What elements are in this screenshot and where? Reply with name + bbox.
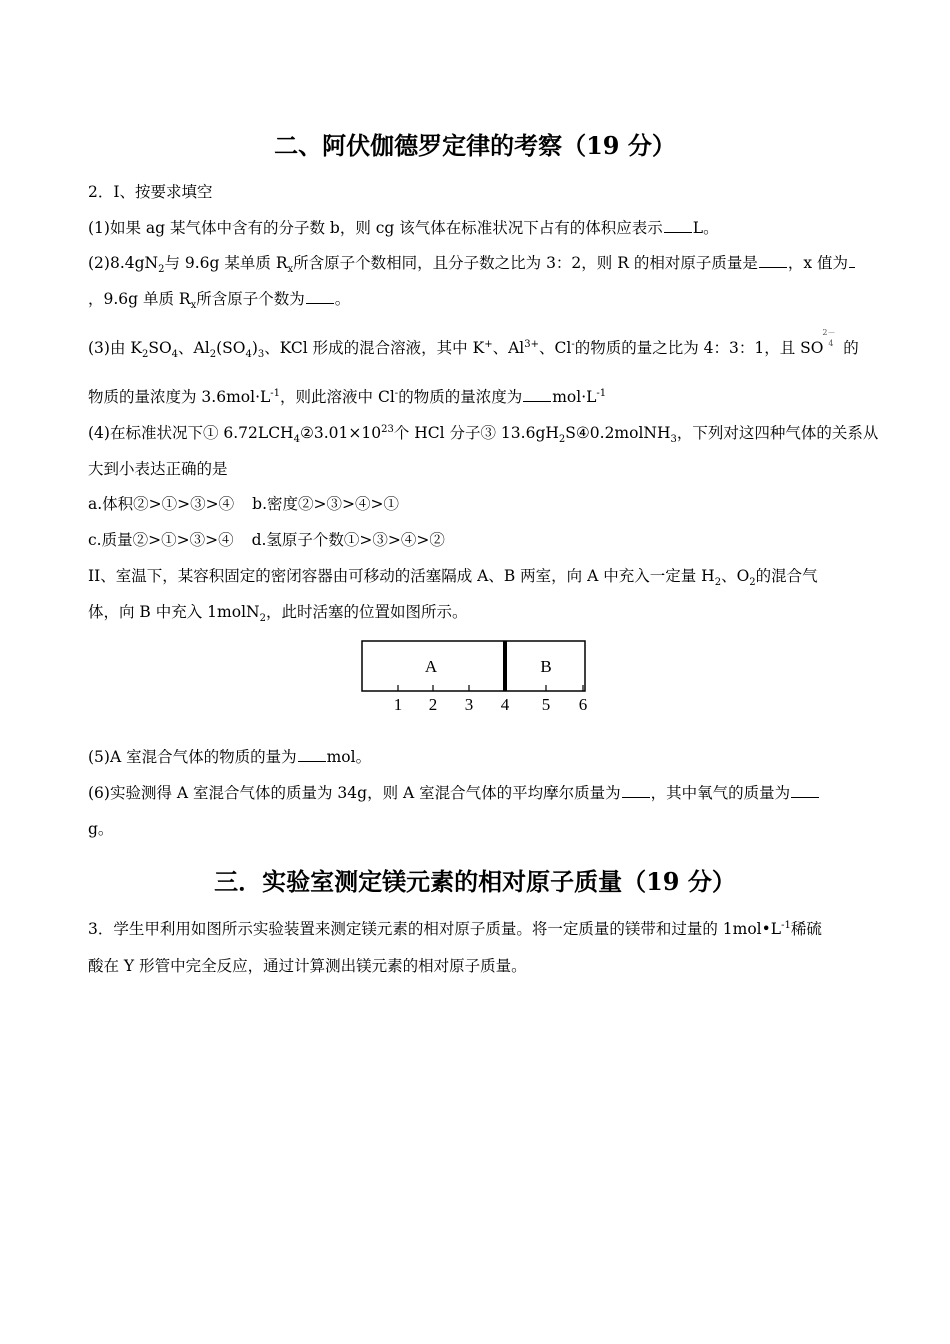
section-2-title: 二、阿伏伽德罗定律的考察（19 分） [274, 131, 676, 160]
question-3-line-2: 酸在 Y 形管中完全反应，通过计算测出镁元素的相对原子质量。 [88, 957, 527, 975]
part-ii-intro-cont: 体，向 B 中充入 1molN$_2$，此时活塞的位置如图所示。 [88, 603, 468, 625]
scale-tick-label: 6 [578, 695, 588, 714]
question-2-6: (6)实验测得 A 室混合气体的质量为 34g，则 A 室混合气体的平均摩尔质量为 ，其中氧气的质量为 [88, 782, 820, 804]
scale-tick-label: 4 [500, 695, 510, 714]
answer-blank [759, 253, 787, 268]
question-2-6-cont: g。 [88, 820, 114, 838]
chamber-b-label: B [540, 657, 552, 676]
piston-container-diagram [355, 636, 595, 716]
option-b: b.密度②>③>④>① [252, 495, 399, 513]
question-3-line-1: 3．学生甲利用如图所示实验装置来测定镁元素的相对原子质量。将一定质量的镁带和过量的 $1mol•L^{-1}$稀硫 [88, 919, 822, 938]
scale-ticks [394, 685, 588, 714]
question-2-5: (5)A 室混合气体的物质的量为 mol。 [88, 748, 372, 766]
answer-blank [791, 783, 819, 798]
answer-blank [523, 387, 551, 402]
scale-tick-label: 1 [393, 695, 403, 714]
options-ab [88, 493, 399, 515]
answer-blank [298, 747, 326, 762]
option-a: a.体积②>①>③>④ [88, 495, 235, 513]
question-2-intro: 2．I、按要求填空 [88, 183, 213, 201]
question-2-3: (3)由 $K_2SO_4$、$Al_2(SO_4)_3$、KCl 形成的混合溶液，其中 K+、$Al^{3+}$、Cl-的物质的量之比为 4：3：1，且 SO 2－ 4 的 [88, 328, 859, 361]
scale-tick-label: 3 [464, 695, 474, 714]
question-2-2: $(2)8.4gN_2$与 9.6g 某单质 $R_x$所含原子个数相同，且分子数之比为 3：2，则 R 的相对原子质量是 ，x 值为 [88, 252, 856, 274]
question-2-1: (1)如果 ag 某气体中含有的分子数 b，则 cg 该气体在标准状况下占有的体积应表示 L。 [88, 219, 719, 237]
sulfate-ion: 的物质的量之比为 4：3：1，且 SO 2－ 4 [574, 328, 836, 357]
answer-blank [664, 218, 692, 233]
question-2-2-cont: ，9.6g 单质 $R_x$所含原子个数为 。 [88, 290, 351, 312]
scale-tick-label: 5 [541, 695, 551, 714]
answer-blank [849, 253, 855, 268]
section-3-title: 三．实验室测定镁元素的相对原子质量（19 分） [214, 867, 736, 896]
question-2-4-cont: 大到小表达正确的是 [88, 460, 228, 478]
chamber-a-label: A [424, 657, 438, 676]
part-ii-intro: II、室温下，某容积固定的密闭容器由可移动的活塞隔成 A、B 两室，向 A 中充入一定量 $H_2$、$O_2$的混合气 [88, 567, 818, 589]
option-d: d.氢原子个数①>③>④>② [251, 531, 445, 549]
scale-tick-label: 2 [428, 695, 438, 714]
options-cd [88, 529, 445, 551]
question-2-4: (4)在标准状况下① $6.72LCH_4②3.01\times 10^{23}$个 HCl 分子③ $13.6gH_2S④0.2molNH_3$，下列对这四种气体的关系从 [88, 423, 879, 446]
option-c: c.质量②>①>③>④ [88, 531, 234, 549]
answer-blank [622, 783, 650, 798]
answer-blank [306, 289, 334, 304]
question-2-3-cont: 物质的量浓度为 $3.6mol\cdot L^{-1}$，则此溶液中 Cl-的物质的量浓度为 $mol\cdot L^{-1}$ [88, 387, 607, 406]
